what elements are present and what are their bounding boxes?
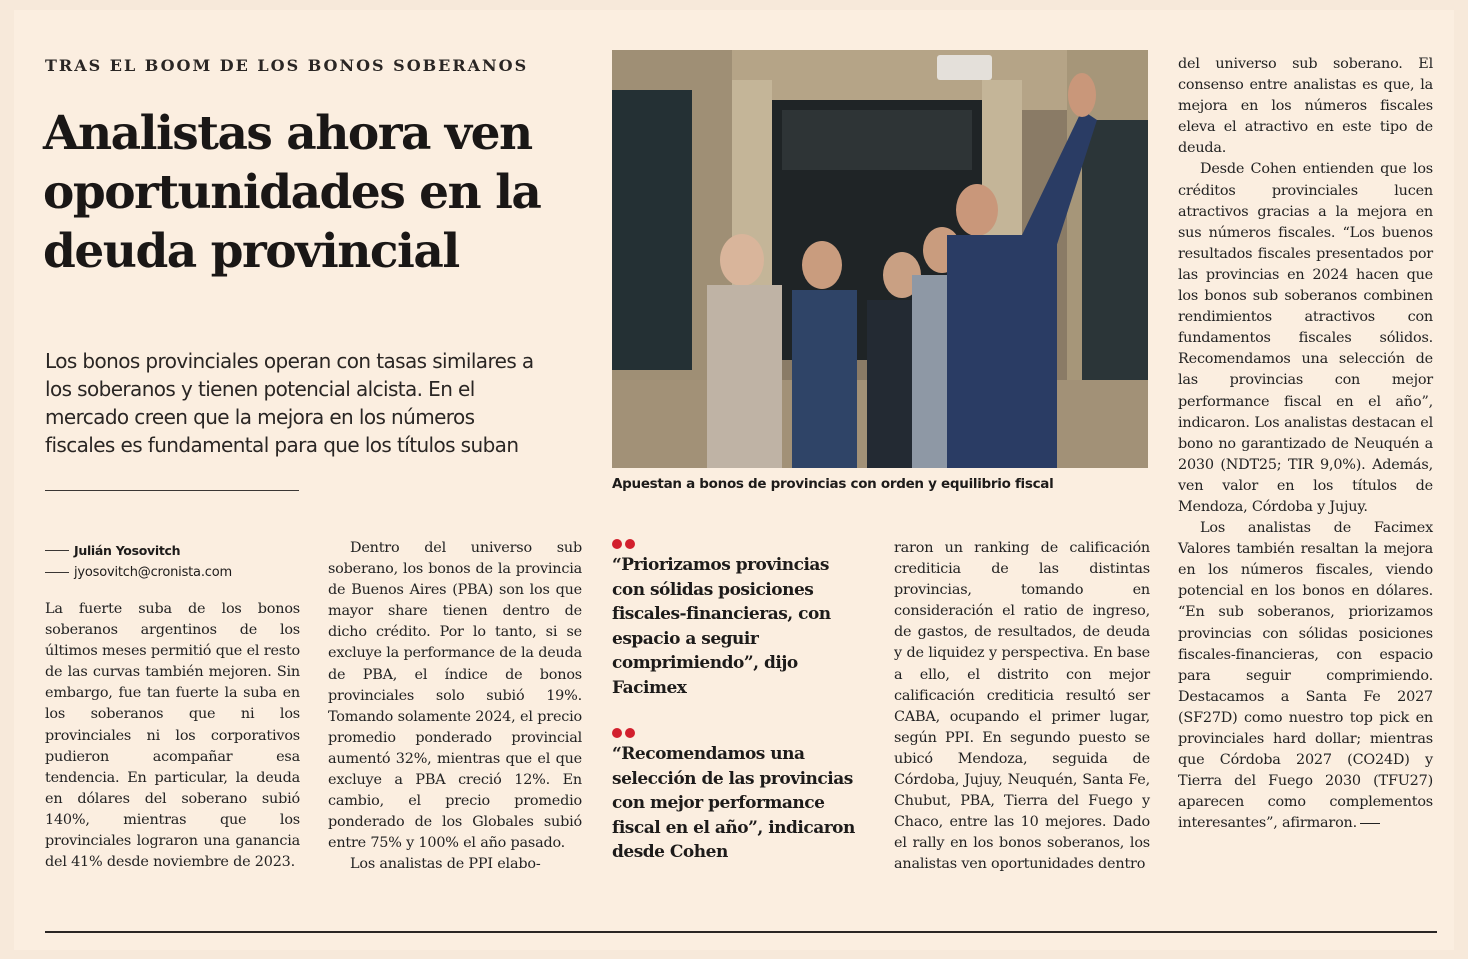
pull-quote-text: “Recomendamos una selección de las provincias con mejor performance fiscal en el año”, indicaron desde Cohen <box>612 744 855 862</box>
body-column-2 <box>328 538 582 876</box>
author-name: Julián Yosovitch <box>74 542 181 558</box>
author-email[interactable]: jyosovitch@cronista.com <box>74 564 232 580</box>
byline-author-row <box>45 539 232 561</box>
body-paragraph: Desde Cohen entienden que los créditos provinciales lucen atractivos gracias a la mejora en sus números fiscales. “Los buenos resultados fiscales presentados por las provincias en 2024 hacen que los bonos sub soberanos combinen rendimientos atractivos con fundamentos fiscales sólidos. Recomendamos una selección de las provincias con mejor performance fiscal en el año”, indicaron. Los analistas destacan el bono no garantizado de Neuquén a 2030 (NDT25; TIR 9,0%). Además, ven valor en los títulos de Mendoza, Córdoba y Jujuy. <box>1178 161 1433 515</box>
quote-marks-icon <box>612 539 862 549</box>
end-mark <box>1360 823 1380 824</box>
headline: Analistas ahora ven oportunidades en la deuda provincial <box>43 106 541 279</box>
body-paragraph-text: Los analistas de Facimex Valores también resaltan la mejora en los números fiscales, viendo potencial en los bonos en dólares. “En sub soberanos, priorizamos provincias con sólidas posiciones fiscales-financieras, con espacio para seguir comprimiendo. Destacamos a Santa Fe 2027 (SF27D) como nuestro top pick en provinciales hard dollar; mientras que Córdoba 2027 (CO24D) y Tierra del Fuego 2030 (TFU27) aparecen como complementos interesantes”, afirmaron. <box>1178 520 1433 832</box>
photo-caption: Apuestan a bonos de provincias con orden y equilibrio fiscal <box>612 476 1054 492</box>
body-paragraph: Los analistas de PPI elabo- <box>350 856 541 873</box>
deck: Los bonos provinciales operan con tasas similares a los soberanos y tienen potencial alcista. En el mercado creen que la mejora en los números fiscales es fundamental para que los títulos suban <box>45 349 534 457</box>
body-paragraph: La fuerte suba de los bonos soberanos argentinos de los últimos meses permitió que el resto de las curvas también mejoren. Sin embargo, fue tan fuerte la suba en los soberanos que ni los provinciales ni los corporativos pudieron acompañar esa tendencia. En particular, la deuda en dólares del soberano subió 140%, mientras que los provinciales lograron una ganancia del 41% desde noviembre de 2023. <box>45 601 300 871</box>
divider <box>45 931 1437 933</box>
kicker: TRAS EL BOOM DE LOS BONOS SOBERANOS <box>45 56 529 75</box>
body-column-4 <box>894 538 1150 876</box>
pull-quote-text: “Priorizamos provincias con sólidas posiciones fiscales-financieras, con espacio a seguir comprimiendo”, dijo Facimex <box>612 555 831 698</box>
byline-email-row <box>45 561 232 583</box>
news-photo <box>612 50 1148 468</box>
body-paragraph <box>1178 518 1433 834</box>
pull-quote <box>612 728 862 865</box>
pull-quote <box>612 539 862 700</box>
body-paragraph: raron un ranking de calificación crediticia de las distintas provincias, tomando en consideración el ratio de ingreso, de gastos, de resultados, de deuda y de liquidez y perspectiva. En base a ello, el distrito con mejor calificación crediticia resultó ser CABA, ocupando el primer lugar, según PPI. En segundo puesto se ubicó Mendoza, seguida de Córdoba, Jujuy, Neuquén, Santa Fe, Chubut, PBA, Tierra del Fuego y Chaco, entre las 10 mejores. Dado el rally en los bonos soberanos, los analistas ven oportunidades dentro <box>894 540 1150 873</box>
divider <box>45 550 69 551</box>
byline <box>45 539 232 583</box>
body-column-5 <box>1178 54 1433 834</box>
body-paragraph: del universo sub soberano. El consenso entre analistas es que, la mejora en los números fiscales eleva el atractivo en este tipo de deuda. <box>1178 56 1433 157</box>
divider <box>45 572 69 573</box>
quote-marks-icon <box>612 728 862 738</box>
body-paragraph: Dentro del universo sub soberano, los bonos de la provincia de Buenos Aires (PBA) son los que mayor share tienen dentro de dicho crédito. Por lo tanto, si se excluye la performance de la deuda de PBA, el índice de bonos provinciales solo subió 19%. Tomando solamente 2024, el precio promedio ponderado provincial aumentó 32%, mientras que el que excluye a PBA creció 12%. En cambio, el precio promedio ponderado de los Globales subió entre 75% y 100% el año pasado. <box>328 540 582 852</box>
group-selfie-photo <box>612 50 1148 468</box>
body-column-1 <box>45 599 300 873</box>
divider <box>45 490 299 491</box>
